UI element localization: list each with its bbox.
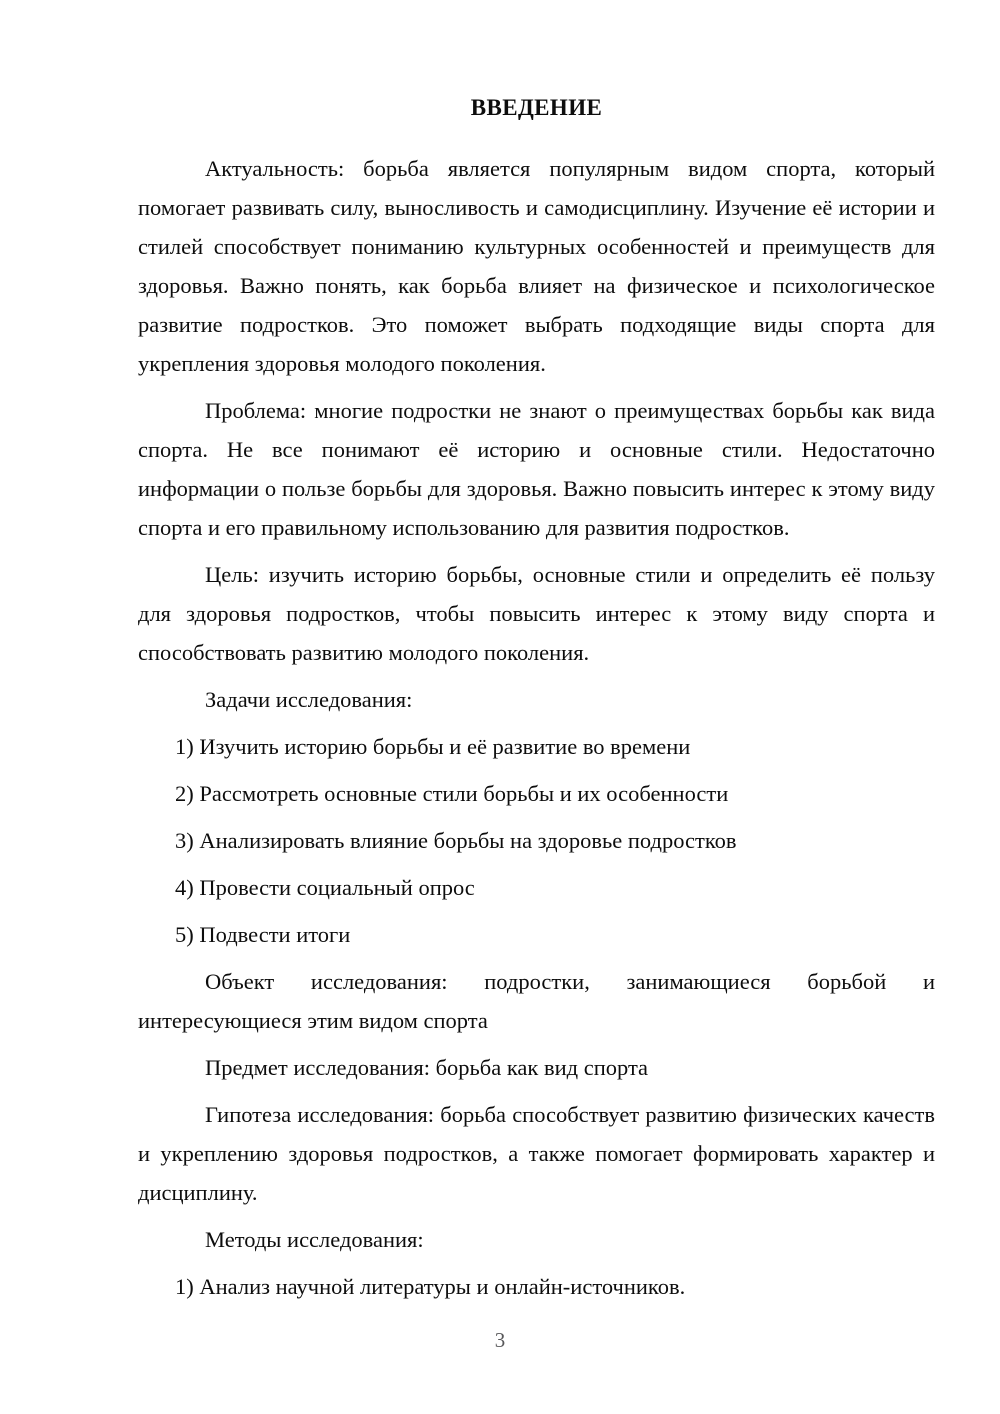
paragraph-goal: Цель: изучить историю борьбы, основные стили и определить её пользу для здоровья подростков, чтобы повысить интерес к этому виду спорта и способствовать развитию молодого поколения. [138,562,935,665]
paragraph-problem: Проблема: многие подростки не знают о преимуществах борьбы как вида спорта. Не все понимают её историю и основные стили. Недостаточно информации о пользе борьбы для здоровья. Важно повысить интерес к этому виду спорта и его правильному использованию для развития подростков. [138,398,935,540]
list-item: 1) Анализ научной литературы и онлайн-источников. [175,1274,686,1299]
list-item: 1) Изучить историю борьбы и её развитие во времени [175,734,691,759]
paragraph-relevance: Актуальность: борьба является популярным видом спорта, который помогает развивать силу, выносливость и самодисциплину. Изучение её истории и стилей способствует пониманию культурных особенностей и преимуществ для здоровья. Важно понять, как борьба влияет на физическое и психологическое развитие подростков. Это поможет выбрать подходящие виды спорта для укрепления здоровья молодого поколения. [138,156,935,376]
list-item: 3) Анализировать влияние борьбы на здоровье подростков [175,828,737,853]
page-title: ВВЕДЕНИЕ [470,95,603,120]
page-number: 3 [494,1328,506,1352]
methods-label: Методы исследования: [205,1227,424,1252]
paragraph-hypothesis: Гипотеза исследования: борьба способствует развитию физических качеств и укреплению здоровья подростков, а также помогает формировать характер и дисциплину. [138,1102,935,1205]
document-body [138,88,935,1314]
paragraph-subject: Предмет исследования: борьба как вид спорта [205,1055,649,1080]
list-item: 4) Провести социальный опрос [175,875,475,900]
tasks-label: Задачи исследования: [205,687,413,712]
list-item: 2) Рассмотреть основные стили борьбы и их особенности [175,781,729,806]
list-item: 5) Подвести итоги [175,922,351,947]
paragraph-object: Объект исследования: подростки, занимающиеся борьбой и интересующиеся этим видом спорта [138,969,935,1033]
